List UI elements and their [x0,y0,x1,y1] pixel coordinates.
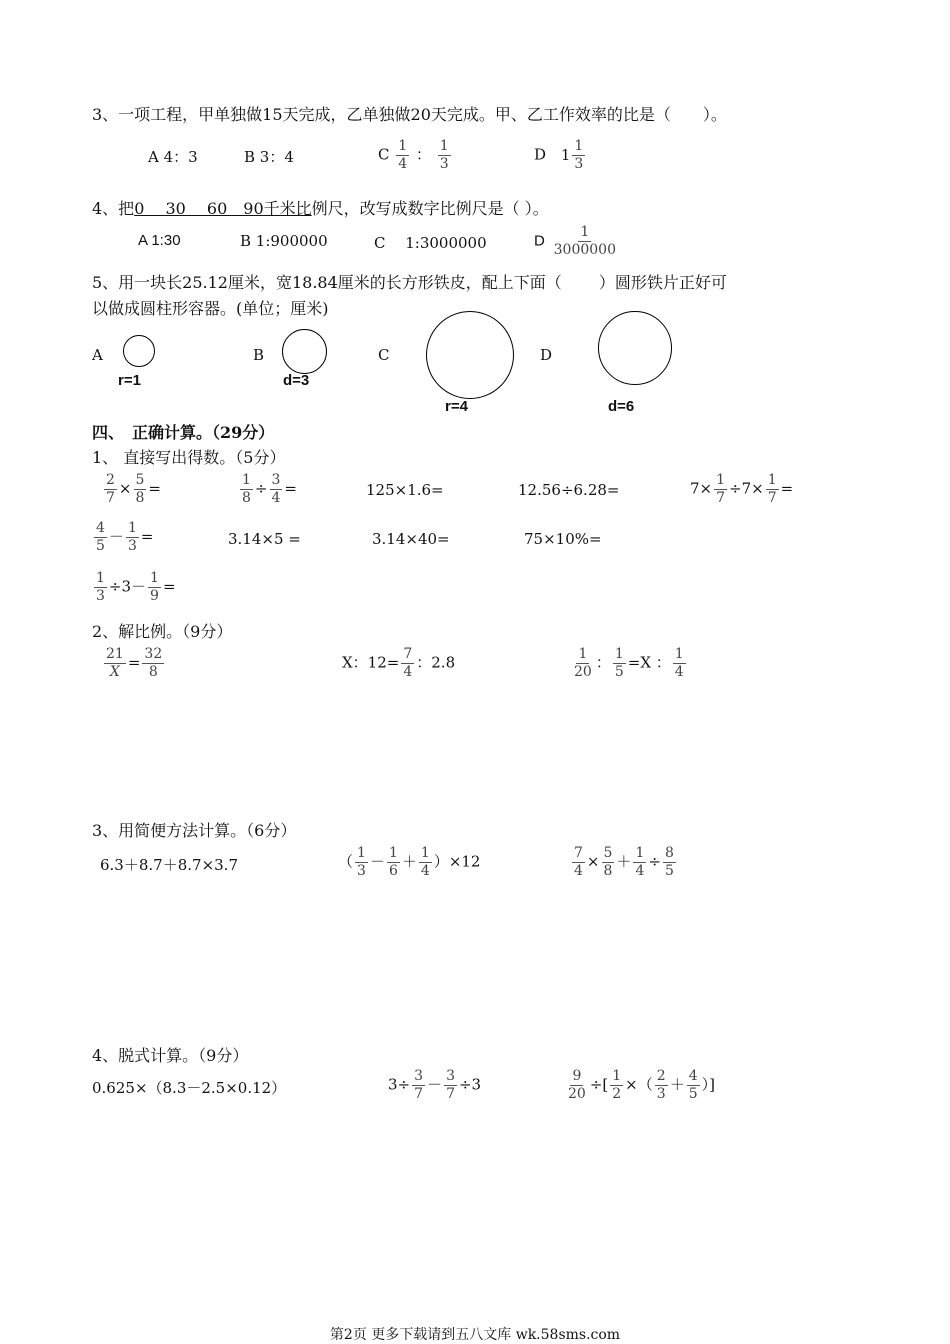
fraction: $\frac{3}{4}$ [271,472,281,506]
part-2-title: 2、解比例。（9分） [92,622,233,641]
label-d3: d=3 [283,372,310,389]
label-d6: d=6 [608,398,635,415]
fraction: $\frac{32}{8}$ [144,646,163,680]
expr-1-7: 3.14×5 = [228,530,301,548]
fraction: $\frac{1}{4}$ [420,845,430,879]
question-3-text: 3、一项工程，甲单独做15天完成，乙单独做20天完成。甲、乙工作效率的比是（ ）。 [92,105,727,124]
section-4-title: 四、 正确计算。（29分） [92,423,275,442]
expr-1-1: $\frac{2}{7}$ × $\frac{5}{8}$ = [106,472,161,506]
expr-1-8: 3.14×40= [372,530,450,548]
fraction: $\frac{1}{20}$ [574,646,592,680]
fraction: $\frac{5}{8}$ [603,845,613,879]
q3-option-c-label: C [378,145,390,164]
fraction: $\frac{9}{20}$ [568,1068,586,1102]
expr-3-2: （ $\frac{1}{3}$ － $\frac{1}{6}$ ＋ $\frac{1}{4}$ ）×12 [338,845,481,879]
label-r4: r=4 [445,398,468,415]
fraction: $\frac{2}{3}$ [656,1068,666,1102]
fraction: $\frac{1}{6}$ [388,845,398,879]
fraction: $\frac{7}{4}$ [403,646,413,680]
fraction: $\frac{3}{7}$ [414,1068,424,1102]
expr-4-3: $\frac{9}{20}$ ÷[ $\frac{1}{2}$ ×（ $\frac{2}{3}$ ＋ $\frac{4}{5}$ ）] [568,1068,715,1102]
fraction: $\frac{5}{8}$ [135,472,145,506]
fraction: $\frac{1}{3}$ [127,520,137,554]
expr-3-1: 6.3＋8.7＋8.7×3.7 [100,856,238,874]
q4-option-d: D $\frac{1}{3000000}$ [534,224,616,258]
circle-d6 [598,311,672,385]
expr-3-3: $\frac{7}{4}$ × $\frac{5}{8}$ ＋ $\frac{1}{4}$ ÷ $\frac{8}{5}$ [574,845,674,879]
fraction: $\frac{1}{4}$ [398,138,408,172]
q5-option-d: D [540,346,553,364]
fraction: $\frac{3}{7}$ [446,1068,455,1102]
label-r1: r=1 [118,372,141,389]
fraction: $\frac{1}{8}$ [242,472,251,506]
expr-2-1: $\frac{21}{X}$ = $\frac{32}{8}$ [106,646,163,680]
part-1-title: 1、 直接写出得数。（5分） [92,448,286,467]
question-5-line1: 5、用一块长25.12厘米，宽18.84厘米的长方形铁皮，配上下面（ ）圆形铁片正好可 [92,273,727,292]
mixed-whole: 1 [560,145,571,164]
question-4-text: 4、把0 30 60 90千米比例尺，改写成数字比例尺是（ ）。 [92,199,549,218]
expr-1-5: 7× $\frac{1}{7}$ ÷7× $\frac{1}{7}$ = [690,472,794,506]
expr-1-10: $\frac{1}{3}$ ÷3－ $\frac{1}{9}$ = [96,570,176,604]
fraction: $\frac{1}{4}$ [635,845,645,879]
fraction: $\frac{4}{5}$ [96,520,105,554]
q5-option-a: A [92,346,103,364]
scale-bar: 0 30 60 90 [134,199,264,218]
expr-1-4: 12.56÷6.28= [518,481,620,499]
fraction: $\frac{1}{9}$ [150,570,159,604]
page-footer: 第2页 更多下载请到五八文库 wk.58sms.com [329,1327,621,1343]
fraction: $\frac{1}{7}$ [716,472,726,506]
q4-option-c: C 1:3000000 [374,234,487,252]
part-3-title: 3、用简便方法计算。（6分） [92,821,297,840]
fraction: $\frac{1}{4}$ [674,646,684,680]
part-4-title: 4、脱式计算。（9分） [92,1046,249,1065]
circle-d3 [282,329,327,374]
fraction: $\frac{1}{3}$ [96,570,105,604]
expr-1-6: $\frac{4}{5}$ － $\frac{1}{3}$ = [96,520,154,554]
q3-option-a: A 4：3 [148,148,198,166]
circle-r4 [426,311,514,399]
fraction: $\frac{8}{5}$ [664,845,674,879]
expr-4-1: 0.625×（8.3－2.5×0.12） [92,1079,287,1097]
expr-1-9: 75×10%= [524,530,602,548]
fraction: $\frac{21}{X}$ [106,646,124,680]
q4-option-a: A 1:30 [138,232,181,249]
fraction: $\frac{7}{4}$ [574,845,583,879]
q3-option-b: B 3：4 [244,148,294,166]
fraction: $\frac{1}{3}$ [357,845,366,879]
q4-option-b: B 1:900000 [240,232,328,250]
fraction: $\frac{1}{2}$ [612,1068,622,1102]
expr-1-3: 125×1.6= [366,481,444,499]
circle-r1 [123,335,155,367]
question-5-line2: 以做成圆柱形容器。(单位；厘米) [92,299,329,318]
expr-1-2: $\frac{1}{8}$ ÷ $\frac{3}{4}$ = [242,472,297,506]
expr-4-2: 3÷ $\frac{3}{7}$ － $\frac{3}{7}$ ÷3 [388,1068,482,1102]
colon: ： [415,145,431,164]
q3-option-c [378,138,453,173]
q5-option-b: B [253,346,265,364]
q3-option-d-label: D [534,145,547,164]
q3-option-d [534,138,587,173]
fraction: $\frac{1}{3}$ [574,138,584,172]
fraction: $\frac{2}{7}$ [106,472,115,506]
fraction: $\frac{4}{5}$ [688,1068,698,1102]
expr-2-2: X：12= $\frac{7}{4}$ ：2.8 [342,646,456,680]
expr-2-3: $\frac{1}{20}$ ： $\frac{1}{5}$ =X ： $\frac{1}{4}$ [574,646,684,680]
fraction: $\frac{1}{5}$ [614,646,624,680]
fraction: $\frac{1}{3}$ [439,138,449,172]
fraction: $\frac{1}{3000000}$ [553,224,616,258]
q5-option-c: C [378,346,390,364]
fraction: $\frac{1}{7}$ [767,472,777,506]
